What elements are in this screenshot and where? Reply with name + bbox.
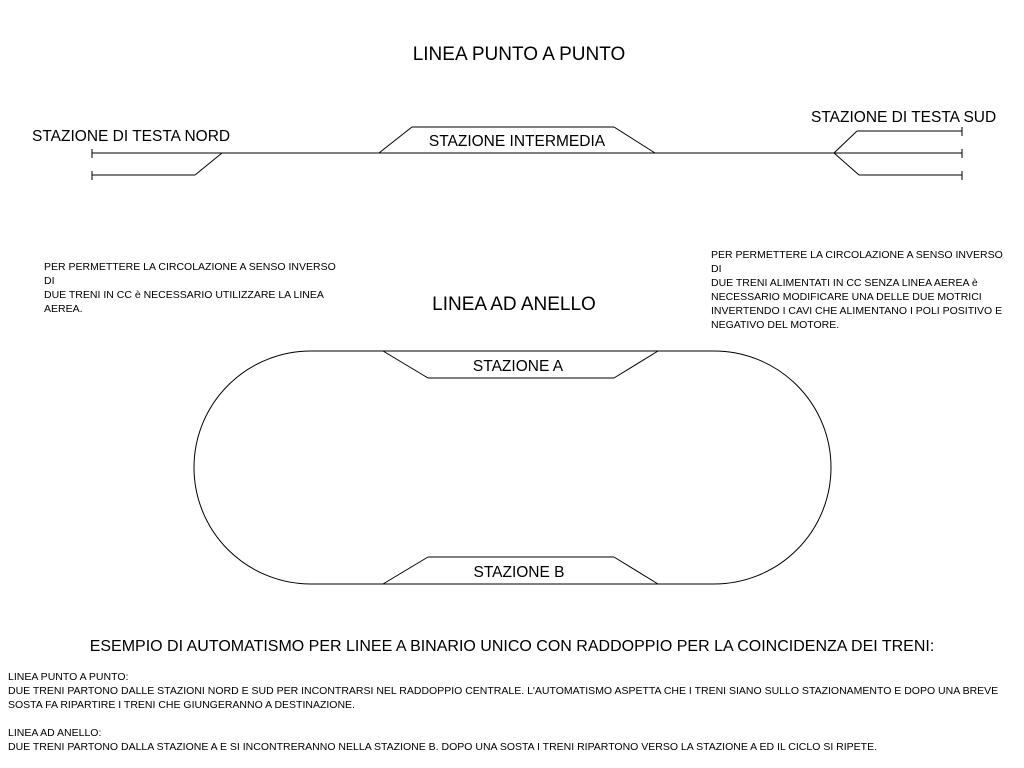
station-a-right-switch [614,351,658,378]
station-b-left-switch [383,557,428,584]
station-intermediate-label: STAZIONE INTERMEDIA [428,133,606,150]
description-ring-heading: LINEA AD ANELLO: [8,727,102,739]
station-b-right-switch [614,557,658,584]
intermediate-loop-right-switch [614,127,655,153]
station-a-label: STAZIONE A [472,358,564,375]
description-point-to-point-text: DUE TRENI PARTONO DALLE STAZIONI NORD E SUD PER INCONTRARSI NEL RADDOPPIO CENTRALE. L'AUTOMATISMO ASPETTA CHE I TRENI SIANO SULLO STAZIONAMENTO E DOPO UNA BREVE SOSTA FA RIPARTIRE I TRENI CHE GIUNGERANNO A DESTINAZIONE. [8,685,999,711]
example-title: ESEMPIO DI AUTOMATISMO PER LINEE A BINARIO UNICO CON RADDOPPIO PER LA COINCIDENZA DEI TRENI: [89,638,935,655]
note-motor-polarity: PER PERMETTERE LA CIRCOLAZIONE A SENSO INVERSO DI DUE TRENI ALIMENTATI IN CC SENZA LINEA AEREA è NECESSARIO MODIFICARE UNA DELLE DUE MOTRICI INVERTENDO I CAVI CHE ALIMENTANO I POLI POSITIVO E NEGATIVO DEL MOTORE. [711,249,1003,331]
ring-line-title: LINEA AD ANELLO [432,294,596,315]
station-b-label: STAZIONE B [473,564,565,581]
description-ring-text: DUE TRENI PARTONO DALLA STAZIONE A E SI INCONTRERANNO NELLA STAZIONE B. DOPO UNA SOSTA I TRENI RIPARTONO VERSO LA STAZIONE A ED IL CICLO SI RIPETE. [8,741,877,753]
south-upper-switch [834,131,857,153]
ring-track-loop [194,351,831,584]
point-to-point-title: LINEA PUNTO A PUNTO [412,44,626,65]
south-lower-switch [834,153,859,175]
station-north-label: STAZIONE DI TESTA NORD [32,128,231,145]
intermediate-loop-left-switch [379,127,412,153]
station-south-label: STAZIONE DI TESTA SUD [811,109,997,126]
description-point-to-point [8,670,1018,712]
description-ring [8,726,1018,754]
station-a-left-switch [383,351,428,378]
description-point-to-point-heading: LINEA PUNTO A PUNTO: [8,671,129,683]
north-siding-switch [195,153,222,175]
note-overhead-line: PER PERMETTERE LA CIRCOLAZIONE A SENSO INVERSO DI DUE TRENI IN CC è NECESSARIO UTILIZZARE LA LINEA AEREA. [44,261,336,315]
